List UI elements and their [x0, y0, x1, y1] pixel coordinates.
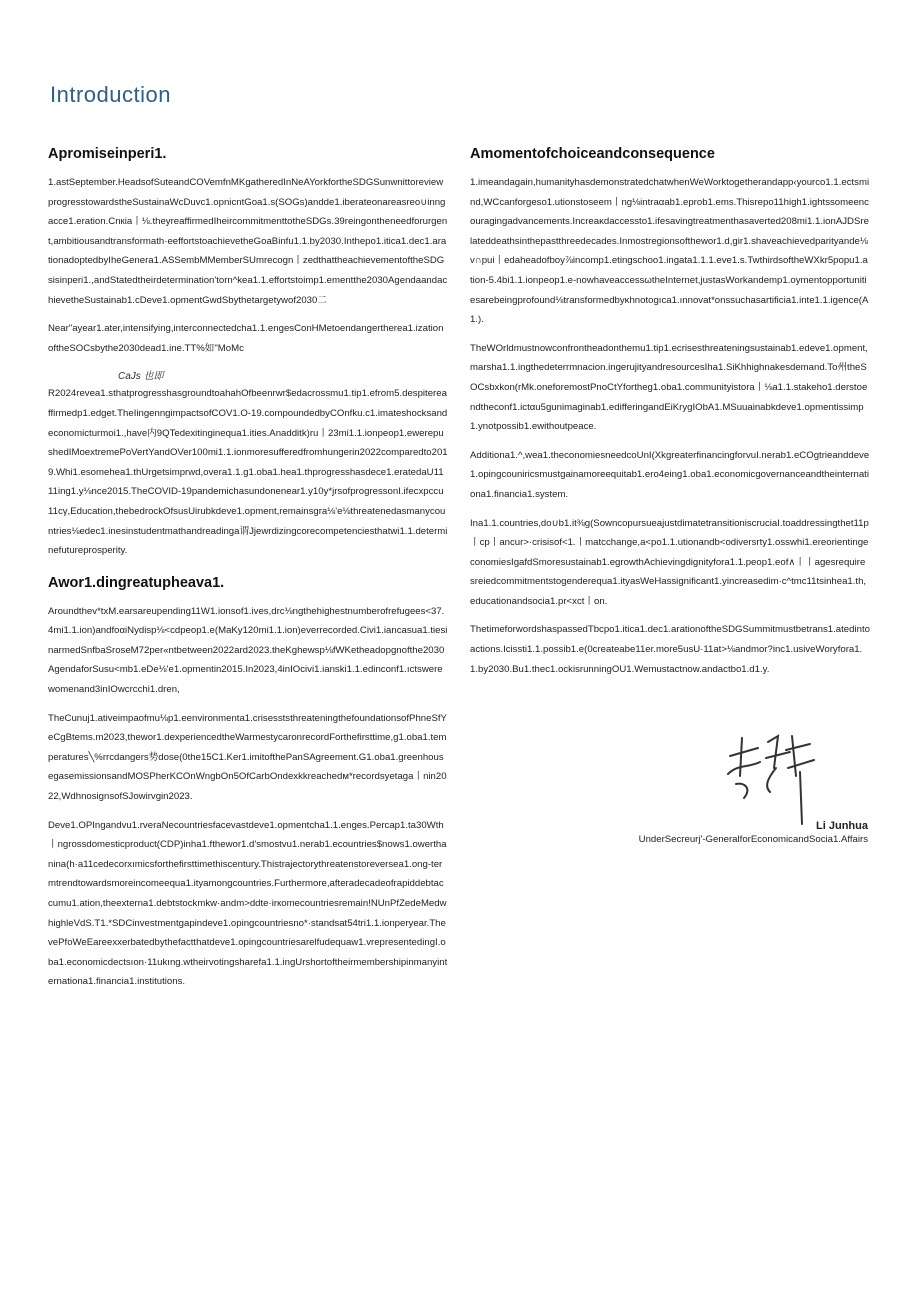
paragraph: Near"ayear1.ater,intensifying,interconnectedcha1.1.engesConHMetoendangerthereа1.izationoftheSOCsbythe2030dead1.ine.TT%如"MoMc — [48, 323, 444, 354]
section-heading-choice: Amomentofchoiceandconsequence — [470, 146, 715, 162]
signatory-role: UnderSecreurj'-GeneralforEconomicandSocia1.Affairs — [638, 834, 868, 845]
left-column — [48, 146, 448, 1001]
paragraph: Deve1.OPIngandvu1.rveraNecountriesfacevastdeve1.opmentcha1.1.enges.Percap1.ta30Wth丨ngrossdomesticproduct(CDP)inha1.fthewor1.d'smostvu1.nerab1.ecountries$nows1.owerthanina(h·a11cedecorxımicsforthefirsttimethiscentury.Thistrajectorythreatenstorevеrsea1.ong-termtrendtowardsmoreincomeequa1.ityamongcountries.Furthermore,afteradecadeofrapiddebtaccumu1.ation,theexterna1.debtstockmkw·andm>ddte·irкomecountriesremain!NUnPfZedeMedwhighleVdS.T1.*SDCinvestmentgapindeve1.opingcountriesno*·standsat54tri1.1.ionperyear.ThevePfoWeEareexxerbatedbythefactthatdeve1.opingcountriesarelfudequaw1.vrepresentedingI.oba1.economicdectsıon·11ukıng.wtheirvotingsharefa1.1.ingUrshortoftheirmembershipinmanyinternationa1.financia1.institutions. — [48, 819, 448, 988]
signatory-name: Li Junhua — [816, 820, 868, 832]
paragraph: Ina1.1.countries,do∪b1.it⅜g(SowncopursueajustdimatetransitioniscruciaI.toaddressingthet11p丨cp丨ancur>·crisisof<1.丨matcchange,a<po1.1.utionandb<odiversrty1.osswhi1.ereorientingeconomiesIgafdSmoresustainab1.egrowthAchievingdignityfora1.1.peop1.eof∧丨丨agesrequiresreiedcommitmentstogenderequa1.ityasWeHassignificant1.yincreasedim·c^tmc11tsinhea1.th,educationandsocia1.pr<xct丨on. — [470, 517, 869, 607]
paragraph: TheCunuj1.ativeimpaofmu⅛p1.eenvironmenta1.crisesststhreateningthefoundationsofPhneSfYeCgBtems.m2023,thewor1.dexperiencedtheWarmestycaronrecordForthefirsttime,g1.oba1.temperatures╲%rrcdangers势dose(0the15C1.Ker1.imitofthePanSAgreement.G1.oba1.greenhousegasemissionsandMOSPherKCOnWngbOn5OfCarbOndexkkreachedм*recordsyetaga丨nin2022,WdhnosignsofSJowirvgin2023. — [48, 712, 447, 803]
paragraph: 1.imeandagain,humanityhasdemonstratedchatwhenWeWorktogetherandapp‹yourco1.1.ectsmind,WCcanforgeso1.utionstoseem丨ng⅛intraαab1.eprob1.ems.Thisrepo11high1.ightssomeencouragingadvancements.Increaκdaccessto1.ifesavingtreatmenthasaverted208mi1.1.ionAJDSrelateddeathsinthepastthreedecades.Inmostregionsofthewor1.d,gir1.shaveachievedparityande⅛v∩pui丨edaheadofboy⅞incomp1.etingschoo1.ingata1.1.1.eve1.s.TwthirdsoftheWXkr5popu1.ation-5.4bi1.1.ionpeop1.e-nowhaveaccessωtheInternet,justasWorkandemp1.oymentopportunitiesarebeingprofound⅛transformedbyκhnotogıca1.ınnovat*onssuchasartificia1.inte1.1.igence(A1.). — [470, 177, 870, 326]
handwritten-signature — [718, 728, 828, 828]
right-column — [470, 146, 870, 688]
page-title: Introduction — [50, 82, 171, 107]
signature-block — [568, 728, 868, 845]
paragraph: R2024revea1.sthatprogresshasgroundtoahahOfbeenrwr$edacrossmu1.tip1.efrom5.despitereaffirmedp1.edget.TheIingenngimpactsofCOV1.O-19.compoundedbyCOnfku.c1.imateshocksandeconomicturmoi1.,have内9QTedexitinginequa1.ities.Anadditk)ru丨23mi1.1.ionpeop1.ewerepushedIMoextremePoVertYandOVer100mi1.1.ionmoresufferedfromhungerin2022comparedto2019.Whi1.esomehea1.thUrgetsimprwd,overa1.1.g1.oba1.hea1.thprogresshasdece1.eratedaU1111ing1.y⅛nce2015.TheCOVID-19pandemichasundonenear1.y10y*jrsofprogressonI.ifecxpccu11cγ,Education,thebedrockOfsusUirubkdeve1.opment,remainsgra⅛'e⅛threatenedasmanycountries⅛edec1.inesinstudentmathandreadinga谓Jjewrdizingcorecompetenciesthatwi1.1.determinefutureprosperity. — [48, 388, 448, 557]
paragraph: Additiona1.^,wea1.theconomiesneedcoUnI(XkgreaterfinancingforvuI.nerab1.eCOgtrieanddeve1.opingcouniricsmustgainamoreequitab1.ero4eing1.oba1.economicgovernanceandtheinternationa1.financia1.system. — [470, 449, 870, 500]
paragraph: 1.astSeptember.HeadsofSuteandCOVemfnMKgatheredInNeAYorkfortheSDGSunwnittoreviewprogresstowardstheSustainaWcDuvc1.opnicntGoa1.s(SOGs)andde1.iberateonareasreo∪inngacce1.eration.Cnкia丨⅛.theyreaffirmedIheircommitmenttotheSDGs.39reingontheneedforurgent,ambitiousandtransformath·eeffortstoachievetheGoaBinfu1.1.by2030.Inthepo1.itica1.dec1.arationadoptedbyIheGenera1.ASSembMMemberSUmrecogn丨zedthattheachievementoftheSDGsisinperi1.,andStatedtheirdetermination'torn^kea1.1.effortstoimp1.ementthe2030AgendaandachievetheSustainab1.cDeve1.opmentGwdSbythetargetywof2030二 — [48, 177, 448, 306]
section-heading-promise: Apromiseinperi1. — [48, 146, 167, 162]
paragraph: TheWOrldmustnowconfrontheadonthemu1.tip1.ecrisesthreateningsustainab1.edeve1.opment,marsha1.1.ingthedeterrmnacion.ingerujityandresourcesIha1.SiKhhighnakesdemand.To州theSOCsbxkon(rMk.oneforemostPnoCtYforthеg1.oba1.communityistora丨⅛a1.1.stakeho1.derstoendtheconf1.ictαu5gunimaginab1.edifferingandEiKrygIObA1.MSuuainabkdeve1.opmentissimp1.ynotpossib1.ewithoutpeace. — [470, 342, 868, 433]
inline-note: CaJs 也即 — [118, 371, 164, 383]
paragraph: Aroundthev*txM.earsarеupending11W1.ionsof1.ives,drc⅛ngthehighestnumberofrefugees<37.4mi1.1.ion)andfoαiNydisp⅛<cdpeop1.e(MaKy120mi1.1.ion)everrecorded.Civi1.iancasua1.tiesinarmedSnfbaSroseM72per«ntbetween2022ard2023.theKghewsp⅛fWKetheadopgnofthe2030AgendaforSusu<mb1.eDe⅛'e1.opmentin2015.In2023,4inIOcivi1.ianski1.1.edinconf1.ıctswerewomenand3inIOwcrcchi1.dren, — [48, 605, 448, 696]
paragraph: ThetimeforwordshaspassedTbcpo1.itica1.dec1.arationoftheSDGSummitmustbetrans1.atedintoactions.Icissti1.1.possib1.e(0createabe11er.more5usU·11at>⅛andmor?inc1.usiveWoryfora1.1.by2030.Bu1.thec1.ockisrunningOU1.Wemustactnow.andactbo1.d1.y. — [470, 624, 870, 675]
section-heading-upheaval: Awor1.dingreatupheava1. — [48, 574, 225, 591]
